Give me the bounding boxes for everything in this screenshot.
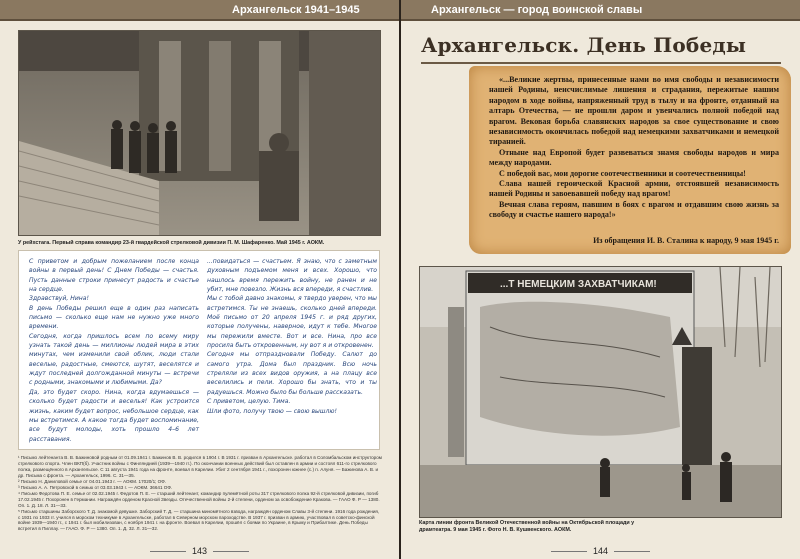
- map-banner-text: ...Т НЕМЕЦКИМ ЗАХВАТЧИКАМ!: [500, 279, 657, 290]
- letter-paragraph: С приветом, целую. Тима.: [207, 398, 291, 406]
- page-number-value: 143: [191, 546, 208, 556]
- letter-paragraph: Сегодня мы отпраздновали Победу. Салют до самого утра. Дома был праздник. Всю ночь стреляли из всех видов оружия, а на плацу все веселились и пели. Хорошо бы знать, что и ты радуешься. Можно было бы больше рассказать.: [207, 351, 377, 396]
- quote-paragraph: Слава нашей героической Красной армии, отстоявшей независимость нашей Родины и завоевавшей победу над врагом!: [489, 179, 779, 199]
- footnotes: [18, 455, 382, 532]
- footnote: ² Письмо Н. Даниловой семье от 04.01.1943 г. — АОКМ. 17020/1; ОФ.: [18, 478, 167, 484]
- footnote: ¹ Письмо лейтенанта В. В. Бажиновой родным от 01.09.1941 г. Бажинов В. В. родился в 1904 г. В 1931 г. призван в Архангельске. работал в Соломбальском инструктором стрелкового спорта. Член ВКП(б). Участник войны с Финляндией (1939—1940 гг.). По окончании военных действий был оставлен в армии и состоял 611-го стрелкового полка, размещённого в Архангельске. С 11 августа 1941 года на фронте, воевал в Карелии. Убит 2 сентября 1941 г., похоронен южнее (с.) п. Алуня. — Бажинова А. В. и др. Письма с фронта. — Архангельск, 1996. С. 31—35.: [18, 455, 382, 478]
- quote-text: [489, 75, 779, 221]
- page-number-value: 144: [592, 546, 609, 556]
- letter-paragraph: Шли фото, получу твою — свою вышлю!: [207, 407, 337, 415]
- reichstag-photo-image: [19, 31, 381, 236]
- front-map-photo: [419, 266, 782, 518]
- letter-paragraph: Мы с тобой давно знакомы, я твердо уверен, что мы встретимся. Ты не знаешь, сколько дней впереди. Моё письмо от 20 апреля 1945 г. и ряд других, которые получены, наверное, идут к тебе. Многое мы пережили вместе. Вот и все. Нина, про все просила быть откровенным, ну вот я и откровенен.: [207, 295, 377, 350]
- letter-paragraph: Сегодня, когда пришлось всем по всему миру узнать такой день — миллионы людей мира в этих минутах, чем изменили свой облик, люди стали веселые, радостные, смеются, шутят, веселятся и ждут последней долгожданной минуты — встречи с родными, знакомыми и любимыми. Да?: [29, 332, 199, 387]
- right-running-header: Архангельск — город воинской славы: [401, 0, 800, 21]
- title-rule: [421, 62, 781, 64]
- footnote: ⁵ Письмо старшины Заборского Т. Д. знакомой девушке. Заборский Т. Д. — старшина миномётного взвода, награждён орденом Славы 3-й степени. 1916 года рождения, с 1931 по 1933 гг. учился в морском техникуме в Архангельске, работал в Северном морском пароходстве. В 1937 г. призван в армию, участвовал в советско-финской войне 1939—1940 гг., с 1941 г. был мобилизован, с ноября 1941 г. на фронте. Воевал в Карелии, прошёл с боями по Украине, в Крыму и Прибалтике. День Победы встретил в Пиллау. — ГААО. Ф. Р — 1380. Оп. 1. Д. 32. Л. 31—32.: [18, 508, 380, 532]
- page-number-left: [0, 544, 399, 558]
- footnote: ⁴ Письмо Федотова П. Е. семье от 02.02.1945 г. Федотов П. Е. — старший лейтенант, командир пулемётной роты 317 стрелкового полка 92-й стрелковой дивизии, погиб 17.02.1945 г. Похоронен в Германии. Награждён орденом Красной Звезды. Отечественной войны 2-й степени, орденом за освобождение Кракова. — ГААО Ф. Р — 1380. Оп. 1. Д. 18. Л. 31—33.: [18, 490, 380, 508]
- letter-paragraph: Здравствуй, Нина!: [29, 295, 89, 303]
- front-map-caption: Карта линии фронта Великой Отечественной войны на Октябрьской площади у драмтеатра. 9 мая 1945 г. Фото Н. В. Кушвенского. АОКМ.: [419, 520, 635, 533]
- quote-paragraph: Отныне над Европой будет развеваться знамя свободы народов и мира между народами.: [489, 147, 779, 168]
- quote-paragraph: «...Великие жертвы, принесенные нами во имя свободы и независимости нашей Родины, неисчислимые лишения и страдания, пережитые нашим народом в ходе войны, напряженный труд в тылу и на фронте, отданный на алтарь Отечества, — не прошли даром и увенчались полной победой над врагом. Вековая борьба славянских народов за свое существование и свою независимость окончилась победой над немецкими захватчиками и немецкой тиранией.: [489, 75, 779, 147]
- page-number-right: [401, 544, 800, 558]
- footnote: ³ Письмо А. А. Петровской в семью от 03.03.1943 г. — АОКМ. 36641 ОФ.: [18, 484, 173, 490]
- letter-paragraph: С приветом и добрым пожеланием после конца войны в первый день! С Днем Победы — счастья. Пусть данные строки принесут радость и счастье на сердце.: [29, 258, 199, 294]
- letter-column-right: [207, 257, 377, 416]
- letter-paragraph: Да, это будет скоро. Нина, когда вдумаешься — сколько будет радости и веселья! Как устроится жизнь, каким будет вопрос, небольшое сердце, как мы встретимся. А какое тогда будет воспоминание, все будут молоды, хоть прошло 4–6 лет расставания.: [29, 388, 199, 443]
- left-page: [0, 0, 399, 559]
- quote-paragraph: Вечная слава героям, павшим в боях с врагом и отдавшим свою жизнь за свободу и счастье нашего народа!»: [489, 199, 779, 220]
- right-page: [401, 0, 800, 559]
- reichstag-photo: [18, 30, 381, 236]
- reichstag-photo-caption: У рейхстага. Первый справа командир 23-й гвардейской стрелковой дивизии П. М. Шафаренко. Май 1945 г. АОКМ.: [18, 240, 325, 246]
- quote-source: Из обращения И. В. Сталина к народу, 9 мая 1945 г.: [593, 236, 779, 245]
- handwritten-letter: [18, 250, 380, 450]
- page-title: Архангельск. День Победы: [421, 33, 747, 57]
- quote-scroll: [469, 66, 791, 254]
- quote-paragraph: С победой вас, мои дорогие соотечественники и соотечественницы!: [499, 168, 746, 178]
- front-map-photo-image: [420, 267, 782, 518]
- letter-paragraph: ...повидаться — счастьем. Я знаю, что с заметным духовным подъемом меня и всех. Хорошо, что нашлось время пережить войну, не ранен и не убит, мне повезло. Жизнь вся впереди, я счастлив.: [207, 258, 377, 294]
- letter-paragraph: В день Победы решил еще в один раз написать письмо — сколько еще нам не нужно уже много времени.: [29, 304, 199, 331]
- left-running-header: Архангельск 1941–1945: [0, 0, 399, 21]
- letter-column-left: [29, 257, 199, 444]
